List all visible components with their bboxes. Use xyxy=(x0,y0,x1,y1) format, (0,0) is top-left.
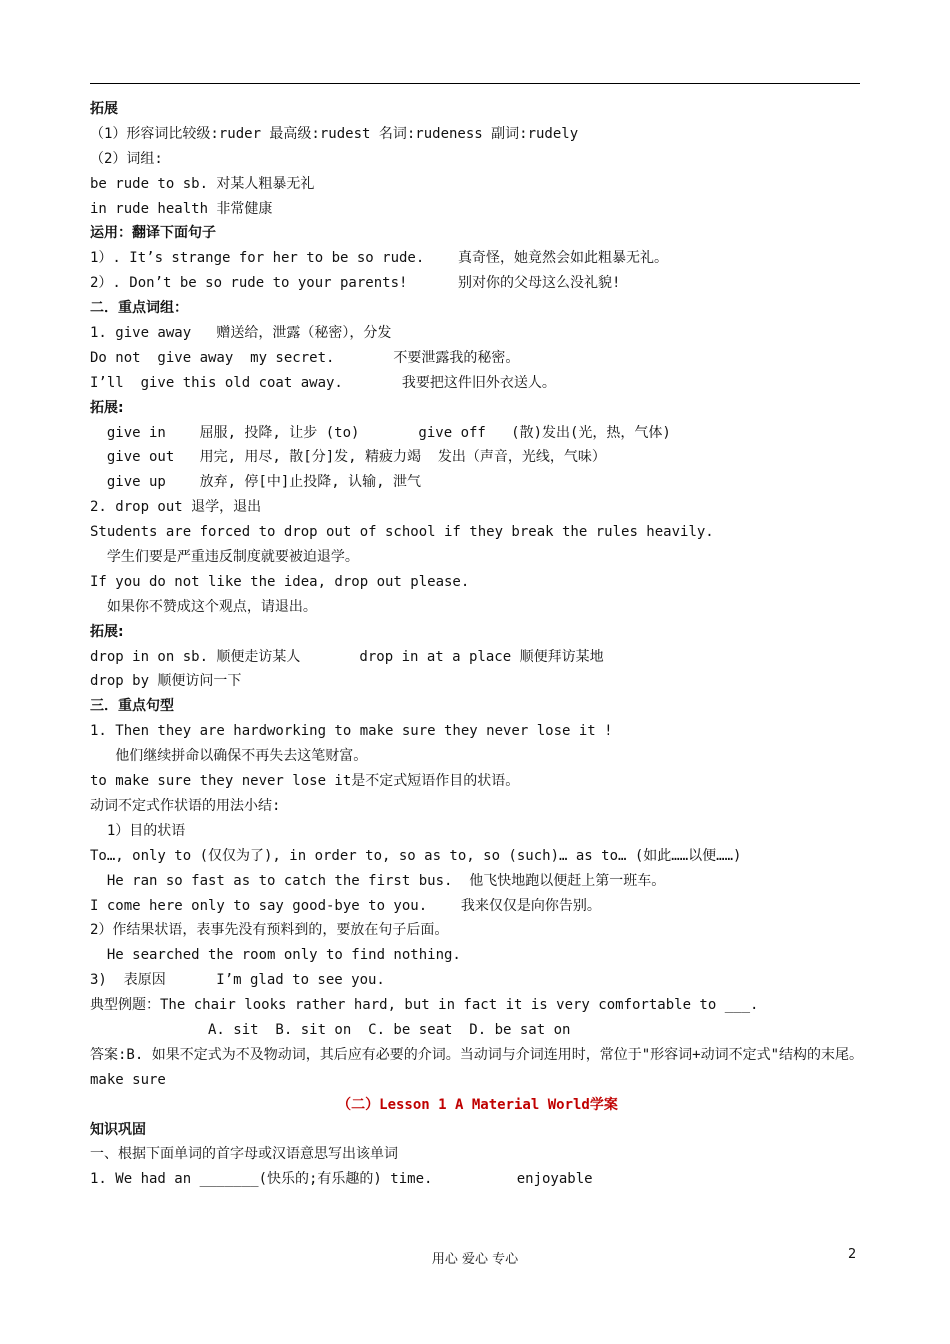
section-heading: 拓展: xyxy=(90,623,124,640)
text-line: 动词不定式作状语的用法小结: xyxy=(90,797,281,814)
text-line: He ran so fast as to catch the first bus. 他飞快地跑以便赶上第一班车。 xyxy=(90,872,666,889)
text-line: drop by 顺便访问一下 xyxy=(90,673,242,690)
text-line: I come here only to say good-bye to you. 我来仅仅是向你告别。 xyxy=(90,897,601,914)
section-heading: 拓展 xyxy=(90,101,118,117)
text-line: make sure xyxy=(90,1071,166,1088)
page-footer: 用心 爱心 专心 xyxy=(431,1252,519,1267)
text-line: drop in on sb. 顺便走访某人 drop in at a place 顺便拜访某地 xyxy=(90,648,604,665)
text-line: to make sure they never lose it是不定式短语作目的状语。 xyxy=(90,773,520,790)
text-line: 如果你不赞成这个观点，请退出。 xyxy=(90,598,317,615)
text-line: 学生们要是严重违反制度就要被迫退学。 xyxy=(90,549,359,566)
text-line: 2）. Don’t be so rude to your parents! 别对你的父母这么没礼貌! xyxy=(90,275,621,292)
text-line: in rude health 非常健康 xyxy=(90,200,273,217)
text-line: 1. give away 赠送给，泄露（秘密），分发 xyxy=(90,325,392,342)
text-line: 1）. It’s strange for her to be so rude. 真奇怪，她竟然会如此粗暴无礼。 xyxy=(90,250,669,267)
text-line: I’ll give this old coat away. 我要把这件旧外衣送人。 xyxy=(90,374,556,391)
text-line: 1. We had an _______(快乐的;有乐趣的) time. enjoyable xyxy=(90,1171,593,1188)
text-line: To…, only to (仅仅为了), in order to, so as to, so (such)… as to… (如此……以便……) xyxy=(90,847,742,864)
text-line: be rude to sb. 对某人粗暴无礼 xyxy=(90,175,315,192)
text-line: 答案:B. 如果不定式为不及物动词，其后应有必要的介词。当动词与介词连用时，常位于"形容词+动词不定式"结构的末尾。 xyxy=(90,1046,863,1063)
page-number: 2 xyxy=(848,1247,857,1262)
text-line: 一、根据下面单词的首字母或汉语意思写出该单词 xyxy=(90,1146,398,1163)
text-line: give out 用完, 用尽, 散[分]发, 精疲力竭 发出（声音，光线，气味） xyxy=(90,449,606,466)
section-heading: 拓展: xyxy=(90,399,124,416)
header-rule xyxy=(90,83,860,84)
section-heading: 三．重点句型 xyxy=(90,698,174,715)
text-line: 2. drop out 退学，退出 xyxy=(90,499,262,516)
text-line: Do not give away my secret. 不要泄露我的秘密。 xyxy=(90,349,520,366)
text-line: A. sit B. sit on C. be seat D. be sat on xyxy=(90,1021,571,1038)
section-heading: （二）Lesson 1 A Material World学案 xyxy=(337,1096,618,1113)
text-line: give in 屈服, 投降, 让步 (to) give off (散)发出(光，热，气体) xyxy=(90,424,671,441)
text-line: （1）形容词比较级:ruder 最高级:rudest 名词:rudeness 副词:rudely xyxy=(90,125,579,142)
text-line: Students are forced to drop out of school if they break the rules heavily. xyxy=(90,524,714,541)
text-line: 典型例题：The chair looks rather hard, but in fact it is very comfortable to ___. xyxy=(90,997,759,1014)
text-line: 他们继续拼命以确保不再失去这笔财富。 xyxy=(90,748,368,765)
text-line: 1）目的状语 xyxy=(90,822,186,839)
text-line: give up 放弃, 停[中]止投降, 认输, 泄气 xyxy=(90,474,422,491)
section-heading: 知识巩固 xyxy=(90,1121,146,1138)
section-heading: 运用：翻译下面句子 xyxy=(90,225,216,242)
text-line: 2）作结果状语，表事先没有预料到的，要放在句子后面。 xyxy=(90,922,449,939)
text-line: （2）词组: xyxy=(90,150,163,167)
text-line: 3) 表原因 I’m glad to see you. xyxy=(90,972,385,989)
text-line: He searched the room only to find nothing. xyxy=(90,947,461,964)
section-heading: 二．重点词组： xyxy=(90,300,188,317)
text-line: 1. Then they are hardworking to make sure they never lose it ! xyxy=(90,723,613,740)
document-body xyxy=(90,97,865,1192)
text-line: If you do not like the idea, drop out please. xyxy=(90,573,470,590)
